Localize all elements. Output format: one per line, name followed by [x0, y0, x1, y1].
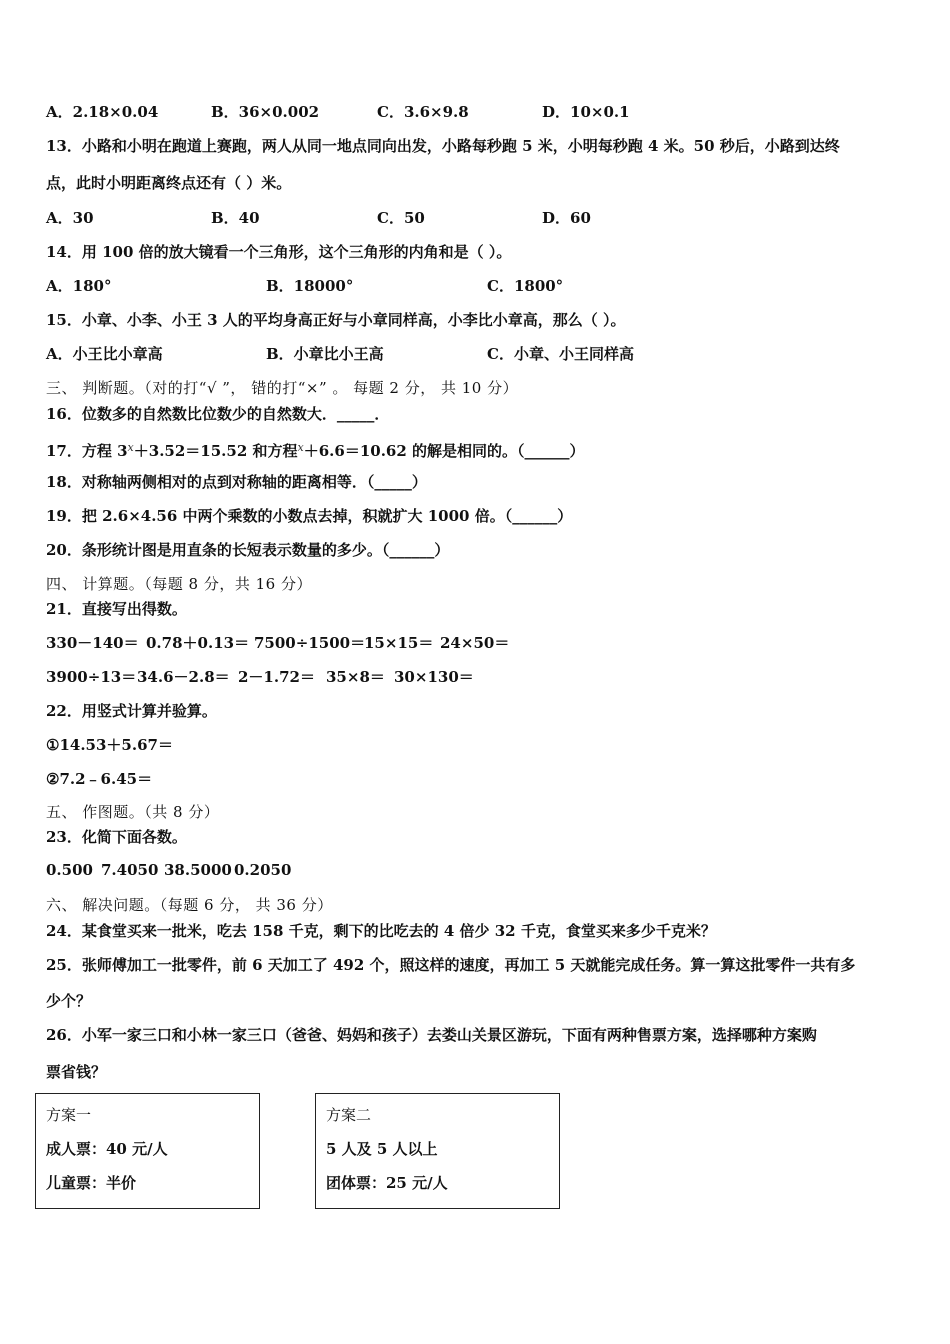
q18-text: 18．对称轴两侧相对的点到对称轴的距离相等．（_____） — [46, 473, 427, 491]
q19-text: 19．把 2.6×4.56 中两个乘数的小数点去掉，积就扩大 1000 倍。（______） — [46, 507, 573, 525]
number-item: 7.4050 — [101, 861, 159, 879]
plan-1-adult-price: 成人票：40 元/人 — [46, 1140, 168, 1158]
section-5-heading: 五、 作图题。（共 8 分） — [46, 803, 220, 821]
q14-option-c: C．1800° — [487, 277, 564, 295]
plan-2-group-price: 团体票：25 元/人 — [326, 1174, 448, 1192]
plan-1-child-price: 儿童票：半价 — [46, 1174, 137, 1192]
q12-option-a: A．2.18×0.04 — [46, 103, 159, 121]
calc-item: 3900÷13＝ — [46, 668, 137, 686]
calc-item: 30×130＝ — [394, 668, 474, 686]
plan-2-title: 方案二 — [326, 1106, 372, 1124]
q17-var-x2: x — [297, 441, 304, 454]
q14-text: 14．用 100 倍的放大镜看一个三角形，这个三角形的内角和是（ ）。 — [46, 243, 512, 261]
q17-part1: 17．方程 3 — [46, 442, 128, 460]
q14-option-b: B．18000° — [266, 277, 354, 295]
calc-item: 330－140＝ — [46, 634, 139, 652]
calc-item: 34.6－2.8＝ — [137, 668, 230, 686]
q17-part3: ＋6.6＝10.62 的解是相同的。（______） — [303, 442, 585, 460]
q12-option-c: C．3.6×9.8 — [377, 103, 469, 121]
q12-option-d: D．10×0.1 — [542, 103, 630, 121]
q16-text: 16．位数多的自然数比位数少的自然数大．_____． — [46, 405, 390, 423]
calc-item: 15×15＝ — [364, 634, 434, 652]
calc-item: 7500÷1500＝ — [254, 634, 366, 652]
q22-title: 22．用竖式计算并验算。 — [46, 702, 217, 720]
q25-text-line2: 少个？ — [46, 992, 92, 1010]
q13-option-b: B．40 — [211, 209, 260, 227]
q17-part2: ＋3.52＝15.52 和方程 — [133, 442, 298, 460]
calc-item: 35×8＝ — [326, 668, 385, 686]
q14-option-a: A．180° — [46, 277, 112, 295]
section-6-heading: 六、 解决问题。（每题 6 分， 共 36 分） — [46, 896, 333, 914]
q12-option-b: B．36×0.002 — [211, 103, 320, 121]
q15-option-a: A．小王比小章高 — [46, 345, 163, 363]
q13-option-d: D．60 — [542, 209, 591, 227]
q13-text-line1: 13．小路和小明在跑道上赛跑，两人从同一地点同向出发，小路每秒跑 5 米，小明每秒跑 4 米。50 秒后，小路到达终 — [46, 137, 840, 155]
q13-option-a: A．30 — [46, 209, 94, 227]
calc-item: 0.78＋0.13＝ — [146, 634, 250, 652]
q26-text-line1: 26．小军一家三口和小林一家三口（爸爸、妈妈和孩子）去娄山关景区游玩，下面有两种售票方案，选择哪种方案购 — [46, 1026, 817, 1044]
plan-1-title: 方案一 — [46, 1106, 92, 1124]
q22-item-1: ①14.53＋5.67＝ — [46, 736, 173, 754]
section-3-heading: 三、 判断题。（对的打“√ ”， 错的打“×” 。 每题 2 分， 共 10 分） — [46, 379, 519, 397]
number-item: 0.500 — [46, 861, 93, 879]
number-item: 38.5000 — [164, 861, 232, 879]
q17-text — [46, 437, 585, 459]
q22-item-2: ②7.2﹣6.45＝ — [46, 770, 153, 788]
plan-1-box — [35, 1093, 260, 1209]
q24-text: 24．某食堂买来一批米，吃去 158 千克，剩下的比吃去的 4 倍少 32 千克，食堂买来多少千克米？ — [46, 922, 716, 940]
q13-text-line2: 点，此时小明距离终点还有（ ）米。 — [46, 174, 292, 192]
number-item: 0.2050 — [234, 861, 292, 879]
q15-option-c: C．小章、小王同样高 — [487, 345, 634, 363]
calc-item: 2－1.72＝ — [238, 668, 315, 686]
q17-var-x1: x — [127, 441, 134, 454]
q15-text: 15．小章、小李、小王 3 人的平均身高正好与小章同样高，小李比小章高，那么（ ）。 — [46, 311, 626, 329]
calc-item: 24×50＝ — [440, 634, 510, 652]
q15-option-b: B．小章比小王高 — [266, 345, 384, 363]
q25-text-line1: 25．张师傅加工一批零件，前 6 天加工了 492 个，照这样的速度，再加工 5 天就能完成任务。算一算这批零件一共有多 — [46, 956, 856, 974]
q26-text-line2: 票省钱？ — [46, 1063, 107, 1081]
q20-text: 20．条形统计图是用直条的长短表示数量的多少。（______） — [46, 541, 450, 559]
q23-title: 23．化简下面各数。 — [46, 828, 187, 846]
q13-option-c: C．50 — [377, 209, 425, 227]
plan-2-box — [315, 1093, 560, 1209]
plan-2-condition: 5 人及 5 人以上 — [326, 1140, 438, 1158]
q21-title: 21．直接写出得数。 — [46, 600, 187, 618]
section-4-heading: 四、 计算题。（每题 8 分，共 16 分） — [46, 575, 312, 593]
